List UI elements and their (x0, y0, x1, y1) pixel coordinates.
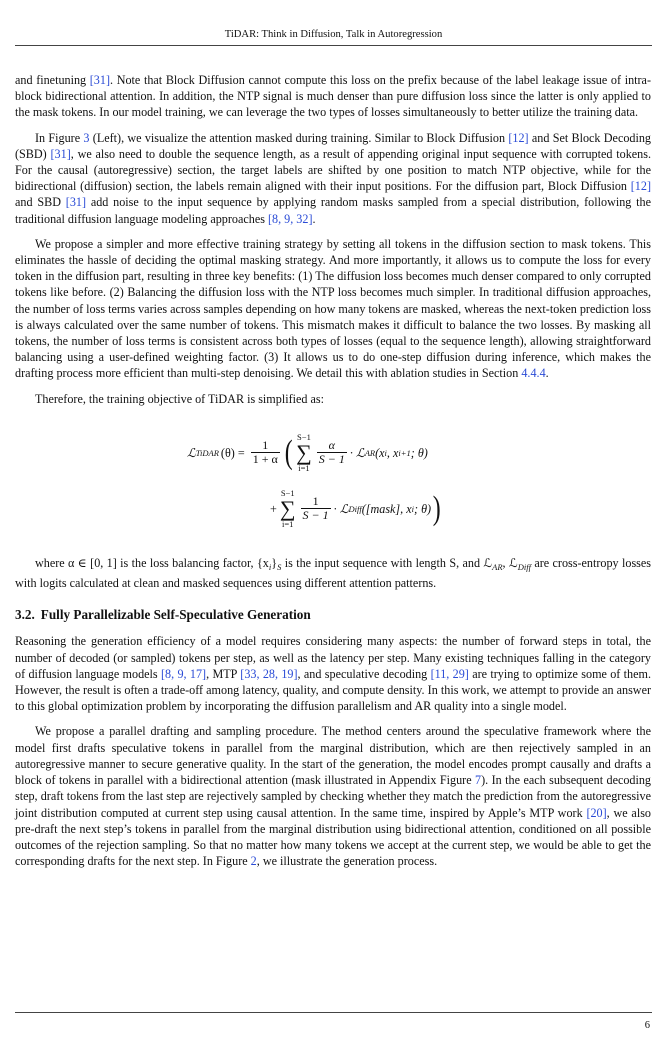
text: We propose a simpler and more effective training strategy by setting all tokens in the diffusion section to mask tokens. This eliminates the hassle of deciding the optimal masking strategy. And more importantly, it allows us to compute the loss for every token in the diffusion part, resulting in three key benefits: (1) The diffusion loss becomes much denser compared to only corrupted tokens like before. (2) Balancing the diffusion loss with the NTP loss becomes much simpler. In traditional diffusion approaches, the number of loss terms varies across samples depending on how many tokens are masked, whereas the next-token prediction loss is always calculated over the same number of tokens. This mismatch makes it difficult to balance the two losses. By masking all tokens, the number of loss terms is consistent across both types of losses (equal to the sequence length), allowing straightforward balancing using a user-defined weighting factor. (3) It allows us to do one-step diffusion during inference, which makes the drafting process more efficient than multi-step denoising. We detail this with ablation studies in Section (15, 236, 651, 381)
paragraph-6 (15, 633, 651, 714)
ar-arg-end: ; θ) (410, 445, 428, 460)
paragraph-5 (15, 555, 651, 591)
denominator: S − 1 (318, 452, 345, 467)
diff-arg-end: ; θ) (414, 501, 432, 516)
citation-link[interactable]: [31] (89, 73, 110, 87)
text: are cross-entropy losses with logits calculated at clean and masked sequences using different attention patterns. (15, 555, 652, 591)
citation-link[interactable]: [8, 9, 32] (267, 211, 313, 226)
citation-link[interactable]: [8, 9, 17] (160, 666, 207, 681)
paragraph-4 (15, 391, 651, 407)
text: and finetuning (15, 73, 90, 87)
denominator: 1 + α (252, 452, 278, 467)
text: add noise to the input sequence by applying random masks sampled from a special distribution, following the traditional diffusion language modeling approaches (15, 195, 651, 226)
citation-link[interactable]: [31] (65, 195, 87, 210)
fraction-alpha (317, 439, 347, 466)
summation-diff (280, 489, 296, 529)
text: } (271, 555, 278, 570)
sigma: ∑ (279, 495, 296, 521)
sum-lower: i=1 (282, 518, 294, 529)
text: , ℒ (502, 555, 518, 570)
citation-link[interactable]: [20] (586, 805, 607, 820)
diff-subscript: Diff (348, 503, 362, 514)
equation-line-1 (187, 433, 428, 473)
header-rule (15, 45, 652, 46)
text: , we also pre-draft the next step’s tokens in parallel from the marginal distribution using bidirectional attention, conditioned on all possible outcomes of the rejection sampling. So that no matter how many tokens we accept at the current step, we would be able to get the corresponding drafts for the next step. In Figure (15, 805, 651, 869)
sum-lower: i=1 (298, 462, 310, 473)
text: and SBD (15, 195, 66, 210)
citation-link[interactable]: [33, 28, 19] (240, 666, 298, 681)
paragraph-7 (15, 723, 651, 869)
x-subscript: i (384, 447, 387, 458)
text: . (545, 366, 549, 381)
text: Therefore, the training objective of TiDAR is simplified as: (35, 391, 324, 406)
fraction-normalizer (251, 439, 280, 466)
subscript: AR (492, 561, 503, 572)
text: is the input sequence with length S, and ℒ (281, 555, 493, 570)
text: and Set Block Decoding (SBD) (15, 130, 651, 161)
summation-ar (296, 433, 312, 473)
x-subscript: i (411, 503, 414, 514)
text: ). In the each subsequent decoding step, draft tokens from the last step are rejectively sampled by checking whether they match the prediction from the autoregressive joint distribution computed at current step using causal attention. In the same time, inspired by Apple’s MTP work (15, 773, 651, 820)
loss-equation (15, 433, 651, 545)
running-header: TiDAR: Think in Diffusion, Talk in Autoregression (224, 29, 443, 40)
loss-symbol: ℒ (187, 445, 196, 460)
subscript: i (268, 561, 272, 572)
page-number: 6 (644, 1020, 650, 1031)
text: where α ∈ [0, 1] is the loss balancing factor, {x (35, 555, 269, 570)
numerator: 1 (312, 494, 319, 509)
x-subscript: i+1 (398, 447, 411, 458)
sigma: ∑ (296, 439, 312, 465)
text: , and speculative decoding (297, 666, 431, 681)
text: We propose a parallel drafting and sampling procedure. The method centers around the speculative framework where the model first drafts speculative tokens in parallel from the marginal distribution, which are then rejectively sampled in an autoregressive manner to secure generative quality. In the start of the generation, the model encodes prompt causally and drafts a block of tokens in parallel with a bidirectional attention (mask illustrated in Appendix Figure (15, 724, 651, 788)
page-body (15, 72, 651, 878)
text: are trying to optimize some of them. However, the result is often a trade-off among latency, quality, and compute density. In this work, we attempt to provide an answer to this global optimization problem by incorporating the diffusion parallelism and AR quality into a single model. (15, 666, 651, 714)
text: . (312, 211, 316, 226)
section-heading (15, 607, 651, 623)
equation-line-2 (270, 489, 442, 529)
text: , we illustrate the generation process. (256, 854, 438, 869)
subscript: Diff (517, 561, 531, 572)
section-number: 3.2. (15, 607, 35, 623)
paragraph-2 (15, 130, 651, 227)
diff-loss: · ℒ (333, 501, 349, 516)
diff-arg: ([mask], x (361, 501, 412, 516)
loss-subscript: TiDAR (195, 447, 219, 458)
text: In Figure (35, 130, 84, 145)
ar-subscript: AR (364, 447, 376, 458)
left-paren: ( (284, 433, 293, 471)
citation-link[interactable]: [12] (630, 179, 651, 194)
text: . Note that Block Diffusion cannot compute this loss on the prefix because of the label leakage issue of intra-block bidirectional attention. In addition, the NTP signal is much denser than pure diffusion loss since the latter is only applied to the mask tokens. In our model training, we can leverage the two types of losses simultaneously to better utilize the training data. (15, 73, 651, 120)
citation-link[interactable]: [12] (508, 130, 529, 145)
section-title: Fully Parallelizable Self-Speculative Generation (40, 607, 311, 623)
numerator: 1 (262, 438, 269, 453)
ar-arg: (x (375, 445, 385, 460)
subscript: S (277, 561, 282, 572)
figure-link[interactable]: 3 (83, 130, 90, 145)
paragraph-1 (15, 72, 651, 121)
sum-upper: S−1 (297, 431, 311, 442)
sum-upper: S−1 (280, 487, 295, 498)
footer-rule (15, 1012, 652, 1013)
text: , MTP (206, 666, 241, 681)
ar-arg-mid: , x (386, 445, 399, 460)
denominator: S − 1 (302, 508, 329, 523)
text: (Left), we visualize the attention masked during training. Similar to Block Diffusion (89, 130, 509, 145)
ar-loss: · ℒ (349, 445, 365, 460)
section-link[interactable]: 4.4.4 (521, 366, 546, 381)
text: Reasoning the generation efficiency of a model requires considering many aspects: the number of forward steps in total, the number of decoded (or sampled) tokens per step, as well as the latency per step. Many existing techniques falling in the category of diffusion language models (15, 634, 651, 681)
loss-argument: (θ) = (220, 445, 245, 460)
numerator: α (328, 438, 335, 453)
figure-link[interactable]: 7 (475, 773, 482, 788)
paragraph-3 (15, 236, 651, 382)
plus-sign: + (270, 501, 277, 516)
right-paren: ) (432, 489, 441, 527)
citation-link[interactable]: [31] (50, 146, 71, 161)
fraction-one (301, 495, 331, 522)
text: , we also need to double the sequence length, as a result of appending original input sequence with corrupted tokens. For the causal (autoregressive) section, the target labels are shifted by one position to match NTP objective, while for the bidirectional (diffusion) section, the labels remain aligned with their input positions. For the diffusion part, Block Diffusion (15, 146, 651, 194)
citation-link[interactable]: [11, 29] (430, 666, 469, 681)
figure-link[interactable]: 2 (250, 854, 257, 869)
